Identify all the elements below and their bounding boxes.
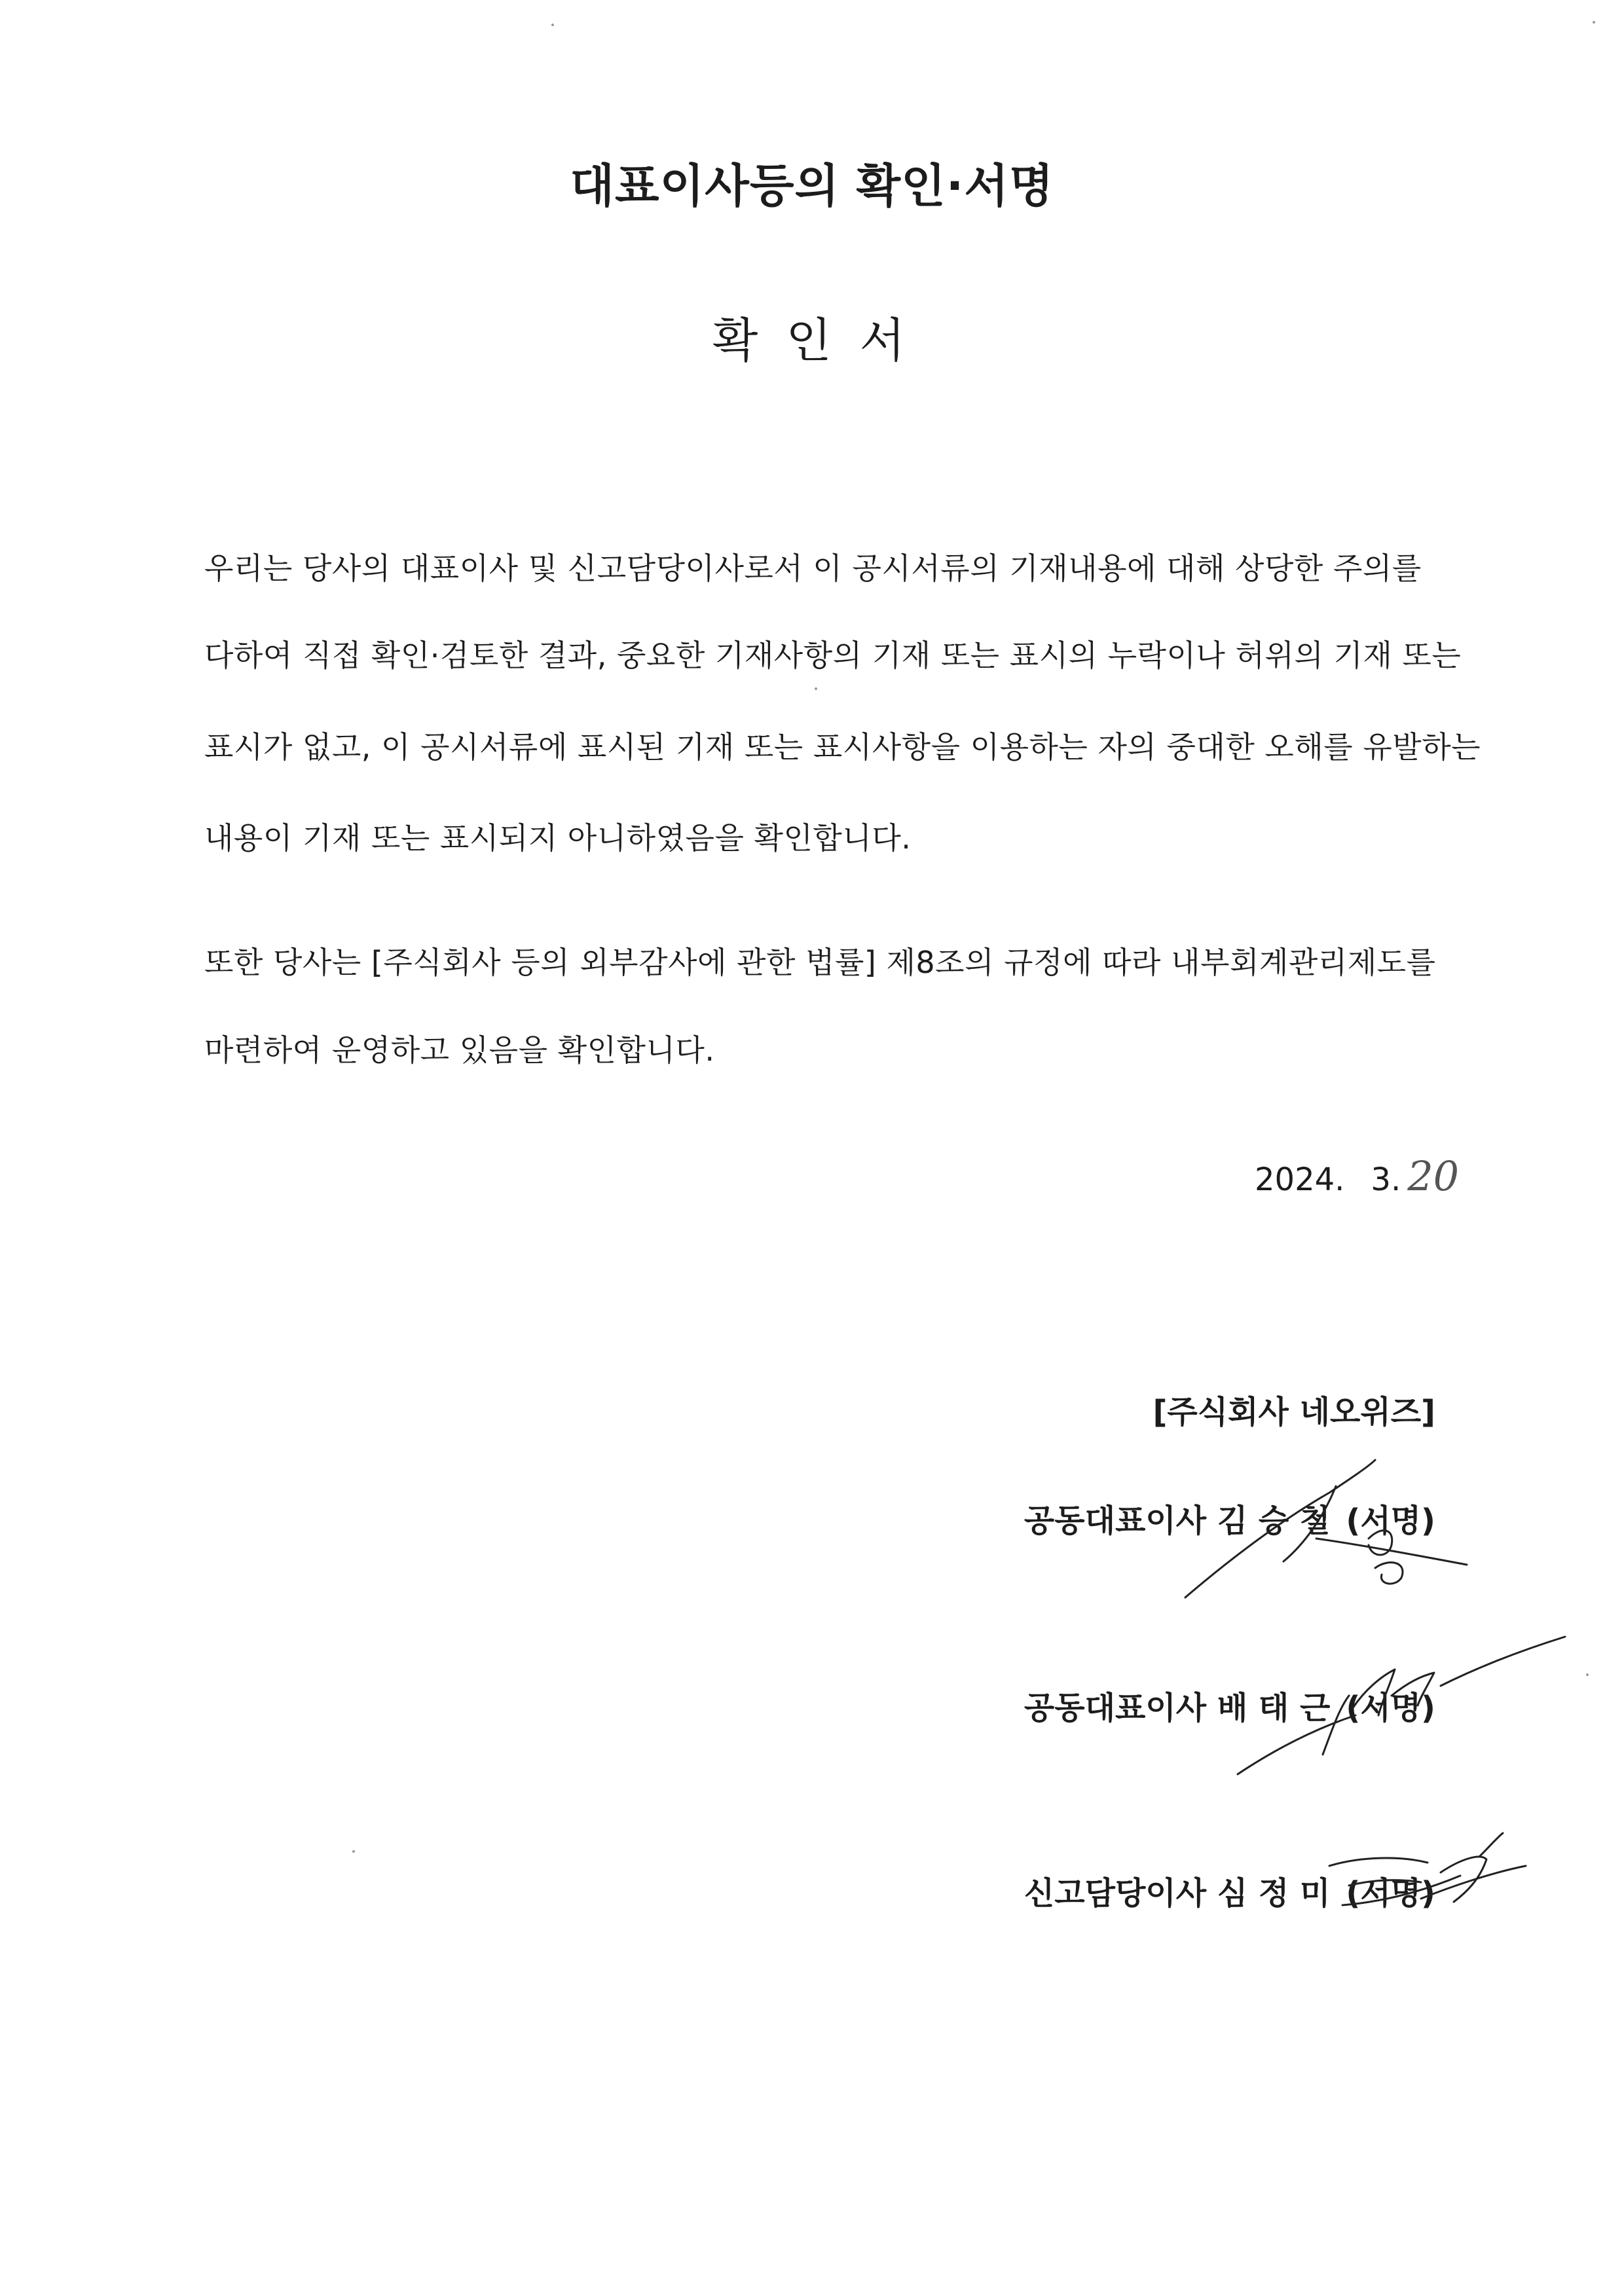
scan-speck bbox=[815, 687, 817, 690]
signer-2-sign-label: (서명) bbox=[1346, 1690, 1435, 1726]
signer-3-role: 신고담당이사 bbox=[1024, 1875, 1207, 1912]
date-year: 2024. bbox=[1255, 1161, 1345, 1198]
signer-1-name: 김 승 철 bbox=[1217, 1503, 1331, 1539]
signer-3-sign-label: (서명) bbox=[1346, 1875, 1435, 1912]
paragraph2-line-2: 마련하여 운영하고 있음을 확인합니다. bbox=[204, 1032, 715, 1068]
date-month: 3. bbox=[1371, 1161, 1401, 1198]
document-date bbox=[1255, 1152, 1459, 1200]
signature-2-image bbox=[1225, 1624, 1578, 1787]
scan-speck bbox=[551, 24, 554, 26]
paragraph1-line-4: 내용이 기재 또는 표시되지 아니하였음을 확인합니다. bbox=[204, 820, 912, 856]
paragraph1-line-1: 우리는 당사의 대표이사 및 신고담당이사로서 이 공시서류의 기재내용에 대해 상당한 주의를 bbox=[204, 551, 1422, 586]
signer-1-role: 공동대표이사 bbox=[1024, 1503, 1207, 1539]
signer-2-role: 공동대표이사 bbox=[1024, 1690, 1207, 1726]
signature-1-image bbox=[1172, 1447, 1473, 1617]
date-day-handwritten: 20 bbox=[1407, 1152, 1460, 1200]
paragraph2-line-1: 또한 당사는 [주식회사 등의 외부감사에 관한 법률] 제8조의 규정에 따라 내부회계관리제도를 bbox=[204, 945, 1436, 980]
scan-speck bbox=[352, 1850, 355, 1853]
company-name: [주식회사 네오위즈] bbox=[1153, 1394, 1435, 1430]
paragraph1-line-3: 표시가 없고, 이 공시서류에 표시된 기재 또는 표시사항을 이용하는 자의 중대한 오해를 유발하는 bbox=[204, 729, 1481, 765]
signer-3-name: 심 정 미 bbox=[1217, 1875, 1331, 1912]
paragraph1-line-2: 다하여 직접 확인·검토한 결과, 중요한 기재사항의 기재 또는 표시의 누락이나 허위의 기재 또는 bbox=[204, 638, 1462, 673]
scan-speck bbox=[1586, 1673, 1589, 1676]
signer-1-sign-label: (서명) bbox=[1346, 1503, 1435, 1539]
document-title: 대표이사등의 확인·서명 bbox=[570, 159, 1054, 213]
signer-2-name: 배 태 근 bbox=[1217, 1690, 1331, 1726]
signature-3-image bbox=[1323, 1827, 1532, 1925]
document-subtitle: 확 인 서 bbox=[712, 313, 912, 368]
scan-speck bbox=[1593, 21, 1595, 24]
